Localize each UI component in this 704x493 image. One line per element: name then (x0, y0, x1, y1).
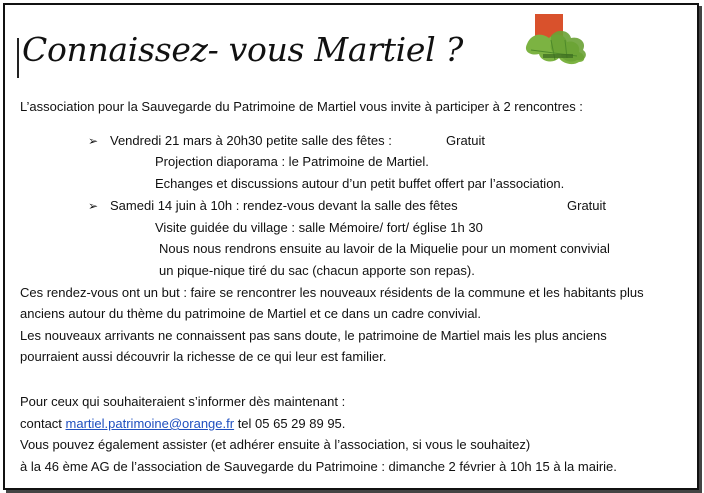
contact-intro: Pour ceux qui souhaiteraient s’informer dès maintenant : (20, 394, 346, 409)
intro-text: L’association pour la Sauvegarde du Patrimoine de Martiel vous invite à participer à 2 rencontres : (20, 99, 583, 114)
event1-heading: Vendredi 21 mars à 20h30 petite salle des fêtes : (110, 133, 392, 148)
page-title: Connaissez- vous Martiel ? (22, 30, 463, 69)
contact-line (20, 416, 345, 432)
bullet-arrow-icon: ➢ (88, 134, 99, 148)
text-cursor (17, 38, 19, 78)
email-link[interactable]: martiel.patrimoine@orange.fr (65, 416, 235, 431)
event2-line4: un pique-nique tiré du sac (chacun apporte son repas). (159, 263, 475, 278)
footer-line2: à la 46 ème AG de l’association de Sauvegarde du Patrimoine : dimanche 2 février à 10h 15 à la mairie. (20, 459, 617, 474)
footer-line1: Vous pouvez également assister (et adhérer ensuite à l’association, si vous le souhaitez) (20, 437, 531, 452)
contact-phone: tel 05 65 29 89 95. (234, 416, 346, 431)
contact-prefix: contact (20, 416, 66, 431)
body-line4: pourraient aussi découvrir la richesse de ce qui leur est familier. (20, 349, 387, 364)
oak-leaves-logo-icon (521, 14, 593, 66)
event1-line2: Projection diaporama : le Patrimoine de Martiel. (155, 154, 429, 169)
event2-line3: Nous nous rendrons ensuite au lavoir de la Miquelie pour un moment convivial (159, 241, 610, 256)
body-line1: Ces rendez-vous ont un but : faire se rencontrer les nouveaux résidents de la commune et les habitants plus (20, 285, 644, 300)
body-line3: Les nouveaux arrivants ne connaissent pas sans doute, le patrimoine de Martiel mais les plus anciens (20, 328, 607, 343)
event1-price: Gratuit (446, 133, 486, 148)
event1-line3: Echanges et discussions autour d’un petit buffet offert par l’association. (155, 176, 565, 191)
bullet-arrow-icon: ➢ (88, 199, 99, 213)
event2-heading: Samedi 14 juin à 10h : rendez-vous devant la salle des fêtes (110, 198, 458, 213)
body-line2: anciens autour du thème du patrimoine de Martiel et ce dans un cadre convivial. (20, 306, 482, 321)
event2-price: Gratuit (567, 198, 607, 213)
event2-line2: Visite guidée du village : salle Mémoire/ fort/ église 1h 30 (155, 220, 483, 235)
